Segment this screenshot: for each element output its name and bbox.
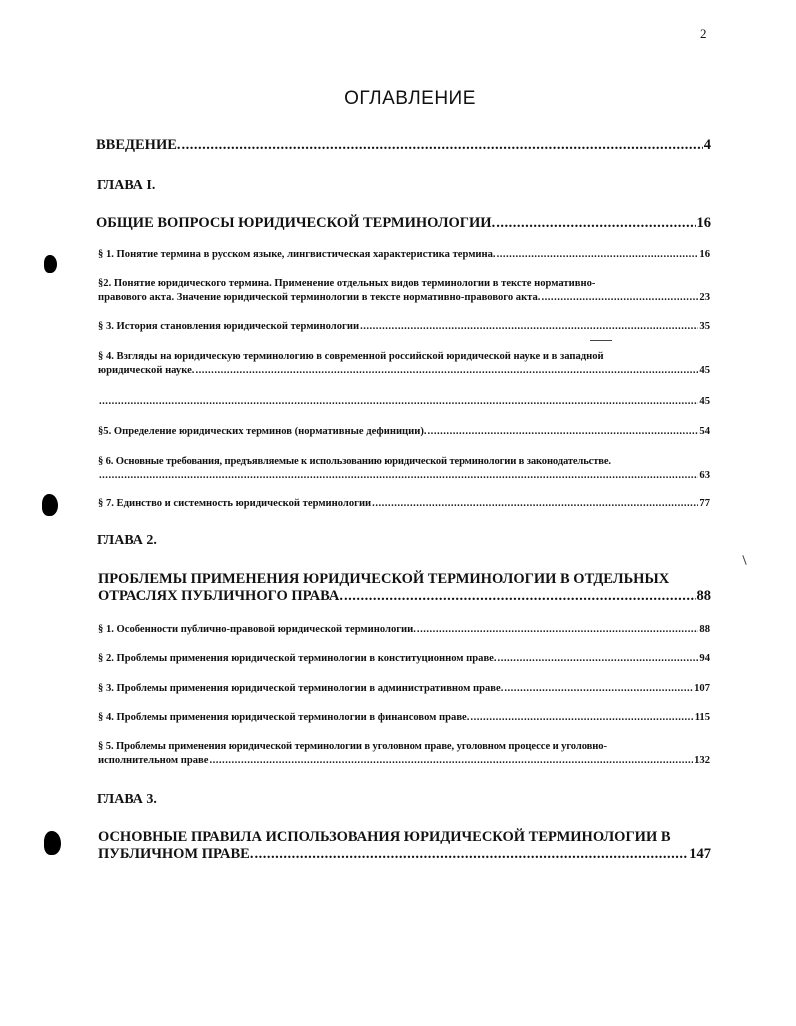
- entry-text: ОБЩИЕ ВОПРОСЫ ЮРИДИЧЕСКОЙ ТЕРМИНОЛОГИИ.: [96, 215, 496, 231]
- toc-entry-ch1-s2[interactable]: [98, 277, 710, 305]
- entry-text-line2: ПУБЛИЧНОМ ПРАВЕ.: [98, 846, 254, 862]
- entry-text-line1: ОСНОВНЫЕ ПРАВИЛА ИСПОЛЬЗОВАНИЯ ЮРИДИЧЕСКОЙ ТЕРМИНОЛОГИИ В: [98, 829, 671, 845]
- entry-text-line1: §2. Понятие юридического термина. Применение отдельных видов терминологии в тексте нормативно-: [98, 278, 596, 289]
- entry-text-line1: ПРОБЛЕМЫ ПРИМЕНЕНИЯ ЮРИДИЧЕСКОЙ ТЕРМИНОЛОГИИ В ОТДЕЛЬНЫХ: [98, 571, 670, 587]
- entry-text: ВВЕДЕНИЕ.: [96, 137, 181, 153]
- toc-entry-intro[interactable]: [96, 137, 711, 154]
- scan-speck: [742, 555, 746, 565]
- entry-page: 88: [699, 624, 710, 635]
- scan-blot: [42, 494, 58, 516]
- entry-page: 63: [699, 470, 710, 481]
- entry-page: 132: [694, 755, 710, 766]
- entry-text: § 4. Проблемы применения юридической терминологии в финансовом праве.: [98, 712, 470, 723]
- toc-entry-ch2-s3[interactable]: [98, 682, 710, 696]
- entry-text-line2: ОТРАСЛЯХ ПУБЛИЧНОГО ПРАВА.: [98, 588, 343, 604]
- entry-text: § 3. Проблемы применения юридической терминологии в административном праве.: [98, 683, 504, 694]
- entry-text-line1: § 6. Основные требования, предъявляемые к использованию юридической терминологии в законодательстве.: [98, 456, 611, 467]
- entry-page: 4: [703, 137, 711, 153]
- entry-page: 107: [694, 683, 710, 694]
- entry-text-line2: юридической науке.: [98, 365, 195, 376]
- entry-page: 35: [699, 321, 710, 332]
- entry-text: § 7. Единство и системность юридической терминологии: [98, 498, 372, 509]
- scan-blot: [44, 831, 61, 855]
- entry-text: § 1. Особенности публично-правовой юридической терминологии.: [98, 624, 416, 635]
- entry-text-line1: § 5. Проблемы применения юридической терминологии в уголовном праве, уголовном процессе и уголовно-: [98, 741, 607, 752]
- entry-page: 94: [699, 653, 710, 664]
- toc-entry-ch2-s5[interactable]: [98, 740, 710, 768]
- toc-entry-ch1-blank[interactable]: [98, 395, 710, 409]
- toc-entry-ch1-s7[interactable]: [98, 497, 710, 511]
- entry-text-line1: § 4. Взгляды на юридическую терминологию в современной российской юридической науке и в западной: [98, 351, 604, 362]
- toc-entry-ch1-s3[interactable]: [98, 320, 710, 334]
- entry-page: 77: [699, 498, 710, 509]
- entry-page: 115: [694, 712, 710, 723]
- entry-page: 88: [696, 588, 711, 604]
- scan-blot: [44, 255, 57, 273]
- toc-entry-ch2-s4[interactable]: [98, 711, 710, 725]
- toc-entry-ch1-s5[interactable]: [98, 425, 710, 439]
- toc-entry-ch1-s1[interactable]: [98, 248, 710, 262]
- entry-text: §5. Определение юридических терминов (нормативные дефиниции).: [98, 426, 427, 437]
- entry-text: § 3. История становления юридической терминологии: [98, 321, 360, 332]
- toc-entry-ch1-s4[interactable]: [98, 350, 710, 378]
- toc-entry-ch2-s2[interactable]: [98, 652, 710, 666]
- entry-text-line2: правового акта. Значение юридической терминологии в тексте нормативно-правового акта.: [98, 292, 541, 303]
- entry-page: 23: [699, 292, 710, 303]
- entry-text-line2: исполнительном праве: [98, 755, 209, 766]
- entry-page: 16: [699, 249, 710, 260]
- entry-page: 45: [699, 396, 710, 407]
- toc-entry-chapter3-heading[interactable]: [98, 829, 711, 863]
- toc-entry-chapter2-heading[interactable]: [98, 571, 711, 605]
- chapter-2-label: ГЛАВА 2.: [97, 533, 157, 548]
- entry-page: 16: [696, 215, 711, 231]
- entry-page: 54: [699, 426, 710, 437]
- scan-speck: [590, 340, 612, 341]
- entry-page: 147: [689, 846, 711, 862]
- toc-entry-ch2-s1[interactable]: [98, 623, 710, 637]
- toc-title: ОГЛАВЛЕНИЕ: [344, 88, 476, 109]
- entry-text: § 1. Понятие термина в русском языке, лингвистическая характеристика термина.: [98, 249, 496, 260]
- toc-entry-chapter1-heading[interactable]: [96, 215, 711, 232]
- toc-entry-ch1-s6[interactable]: [98, 455, 710, 483]
- entry-page: 45: [699, 365, 710, 376]
- chapter-1-label: ГЛАВА I.: [97, 178, 156, 193]
- chapter-3-label: ГЛАВА 3.: [97, 792, 157, 807]
- entry-text: § 2. Проблемы применения юридической терминологии в конституционном праве.: [98, 653, 497, 664]
- page-number: 2: [700, 26, 707, 41]
